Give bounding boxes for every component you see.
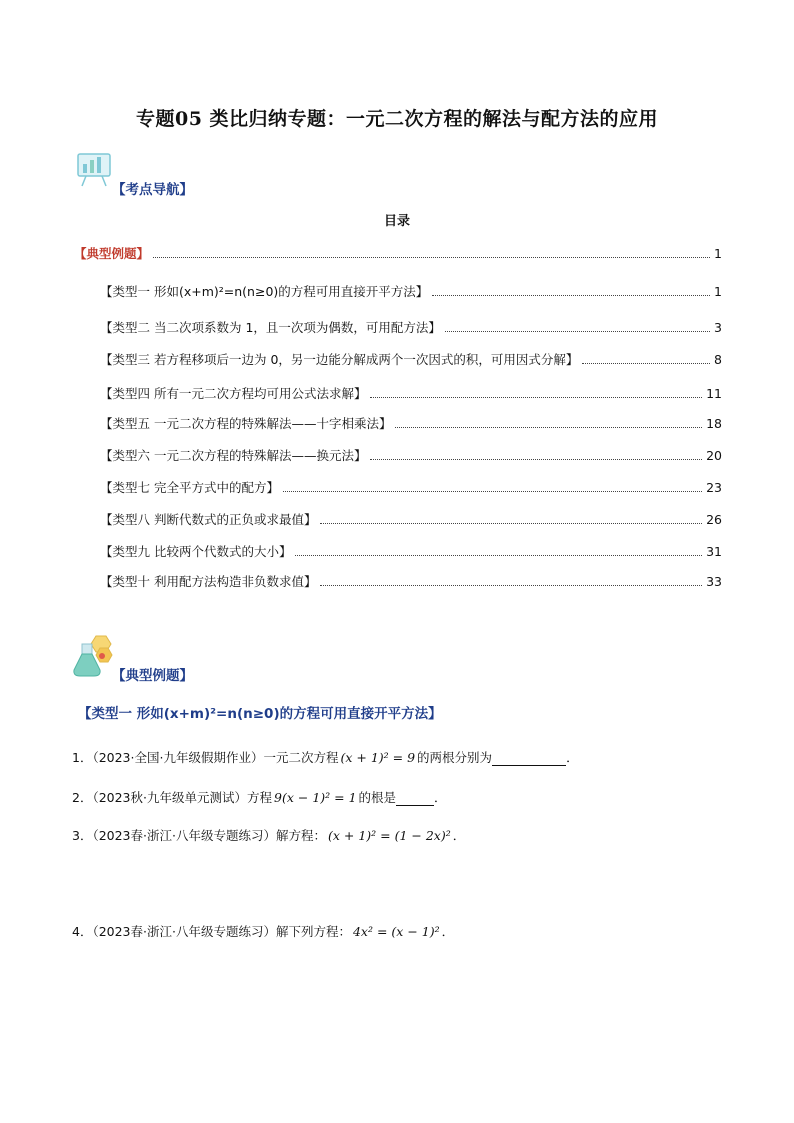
question-end: ． [566,750,579,765]
question-number: 3． [72,828,93,843]
question-equation: (x + 1)² = 9 [340,750,416,765]
question-number: 2． [72,790,93,805]
question-source: （2023春·浙江·八年级专题练习） [92,828,276,843]
toc-item-page: 20 [706,448,722,463]
toc-item-page: 11 [706,386,722,401]
toc-item-label: 【类型二 当二次项系数为 1，且一次项为偶数，可用配方法】 [100,320,441,335]
question-tail: 的两根分别为 [417,750,493,765]
question-equation: 4x² = (x − 1)² [352,924,440,939]
question-item [72,922,454,940]
toc-leader-dots [445,321,710,332]
toc-item[interactable] [100,478,722,496]
toc-leader-dots [283,481,702,492]
chart-easel-icon [74,150,114,188]
answer-blank[interactable] [396,790,434,806]
toc-item[interactable] [100,350,722,368]
toc-leader-dots [582,353,710,364]
toc-item[interactable] [100,318,722,336]
toc-item-label: 【类型一 形如(x+m)²=n(n≥0)的方程可用直接开平方法】 [100,284,429,299]
question-text: 方程 [247,790,273,805]
toc-leader-dots [370,449,702,460]
toc-item[interactable] [100,542,722,560]
toc-item-page: 1 [714,284,722,299]
toc-item-label: 【类型三 若方程移项后一边为 0，另一边能分解成两个一次因式的积，可用因式分解】 [100,352,579,367]
toc-item-label: 【类型七 完全平方式中的配方】 [100,480,279,495]
question-source: （2023秋·九年级单元测试） [92,790,247,805]
answer-blank[interactable] [492,750,566,766]
flask-icon [70,634,114,678]
toc-item[interactable] [100,414,722,432]
question-end: ． [434,790,447,805]
toc-leader-dots [432,285,710,296]
toc-item-label: 【类型五 一元二次方程的特殊解法——十字相乘法】 [100,416,392,431]
toc-leader-dots [295,545,702,556]
question-end: ． [452,828,466,843]
toc-item-page: 1 [714,246,722,261]
toc-item-page: 31 [706,544,722,559]
question-source: （2023·全国·九年级假期作业） [92,750,264,765]
examples-section-label: 【典型例题】 [112,668,193,684]
toc-leader-dots [395,417,702,428]
toc-item-label: 【类型九 比较两个代数式的大小】 [100,544,292,559]
toc-item-label: 【类型八 判断代数式的正负或求最值】 [100,512,317,527]
question-item [72,748,579,766]
question-equation: 9(x − 1)² = 1 [274,790,357,805]
toc-item-page: 18 [706,416,722,431]
question-item [72,826,465,844]
question-equation: (x + 1)² = (1 − 2x)² [327,828,451,843]
toc-item-page: 26 [706,512,722,527]
toc-item[interactable] [100,572,722,590]
toc-item[interactable] [100,446,722,464]
question-text: 解下列方程： [275,924,351,939]
toc-item-label: 【类型四 所有一元二次方程均可用公式法求解】 [100,386,367,401]
question-source: （2023春·浙江·八年级专题练习） [92,924,276,939]
toc-item[interactable] [74,244,722,262]
page-title: 专题05 类比归纳专题：一元二次方程的解法与配方法的应用 [135,108,659,130]
toc-leader-dots [153,247,710,258]
type1-heading: 【类型一 形如(x+m)²=n(n≥0)的方程可用直接开平方法】 [78,706,442,722]
toc-item-label: 【类型十 利用配方法构造非负数求值】 [100,574,317,589]
toc-item-label: 【典型例题】 [74,246,150,261]
question-text: 解方程： [275,828,326,843]
toc-item-page: 3 [714,320,722,335]
nav-section-label: 【考点导航】 [112,182,193,198]
toc-leader-dots [320,513,702,524]
question-tail: 的根是 [358,790,397,805]
question-item [72,788,447,806]
toc-item-label: 【类型六 一元二次方程的特殊解法——换元法】 [100,448,367,463]
toc-item[interactable] [100,282,722,300]
question-number: 4． [72,924,93,939]
toc-leader-dots [320,575,702,586]
toc-item[interactable] [100,510,722,528]
toc-item-page: 8 [714,352,722,367]
toc-item-page: 23 [706,480,722,495]
question-number: 1． [72,750,93,765]
question-text: 一元二次方程 [263,750,339,765]
toc-heading: 目录 [383,214,410,229]
toc-item[interactable] [100,384,722,402]
question-end: ． [441,924,455,939]
toc-leader-dots [370,387,702,398]
toc-item-page: 33 [706,574,722,589]
